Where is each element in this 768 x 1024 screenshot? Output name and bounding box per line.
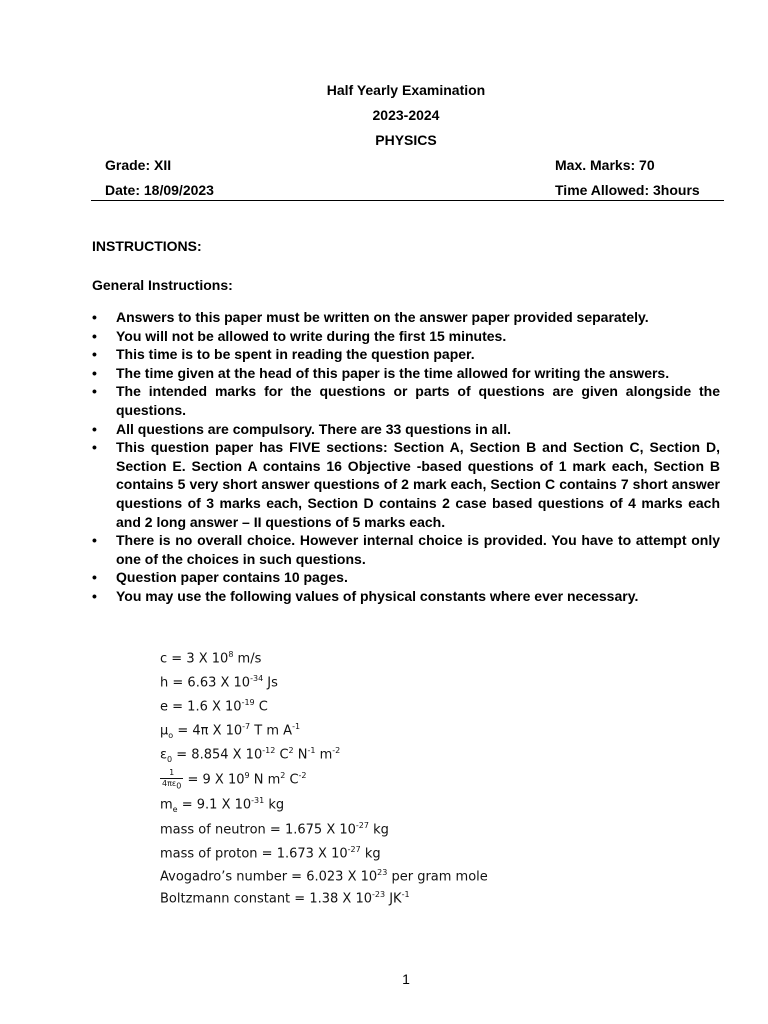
constant-electron-charge: e = 1.6 X $10^{-19}$ C [160, 698, 268, 715]
time-allowed-label: Time Allowed: 3hours [555, 182, 700, 198]
max-marks-label: Max. Marks: 70 [555, 157, 655, 173]
constant-permittivity: $\varepsilon_0 = 8.854$ X $10^{-12}$ $C^2$ $N^{-1}$ $m^{-2}$ [160, 746, 341, 764]
instruction-text: There is no overall choice. However internal choice is provided. You have to attempt only one of the choices in such questions. [116, 532, 720, 567]
constant-boltzmann: Boltzmann constant = 1.38 X $10^{-23}$ $JK^{-1}$ [160, 890, 410, 907]
bullet-icon: • [92, 346, 97, 363]
bullet-icon: • [92, 364, 97, 381]
constant-speed-of-light: c = 3 X $10^8$ m/s [160, 650, 262, 667]
list-item [92, 345, 720, 364]
exam-session: 2023-2024 [372, 107, 440, 123]
bullet-icon: • [92, 569, 97, 586]
instruction-text: The intended marks for the questions or parts of questions are given alongside the questions. [116, 383, 720, 418]
list-item [92, 568, 720, 587]
constant-avogadro: Avogadro’s number = 6.023 X $10^{23}$ per gram mole [160, 868, 488, 885]
subject-title: PHYSICS [375, 132, 437, 148]
list-item [92, 364, 720, 383]
bullet-icon: • [92, 383, 97, 400]
list-item [92, 327, 720, 346]
grade-label: Grade: XII [105, 157, 172, 173]
page-number: 1 [402, 971, 410, 987]
bullet-icon: • [92, 327, 97, 344]
list-item [92, 531, 720, 568]
instruction-text: Answers to this paper must be written on the answer paper provided separately. [116, 309, 649, 325]
bullet-icon: • [92, 532, 97, 549]
general-instructions-heading: General Instructions: [92, 277, 233, 293]
instruction-text: The time given at the head of this paper is the time allowed for writing the answers. [116, 364, 670, 381]
fraction: $\frac{1}{4\pi\varepsilon_0}$ [162, 768, 182, 791]
bullet-icon: • [92, 420, 97, 437]
list-item [92, 438, 720, 531]
instruction-text: You may use the following values of physical constants where ever necessary. [116, 587, 639, 604]
list-item [92, 382, 720, 419]
constant-neutron-mass: mass of neutron = 1.675 X $10^{-27}$ kg [160, 821, 389, 838]
instruction-text: All questions are compulsory. There are 33 questions in all. [116, 420, 511, 437]
instruction-text: You will not be allowed to write during the first 15 minutes. [116, 327, 507, 344]
constant-permeability: $\mu_o = 4\pi$ X $10^{-7}$ T m $A^{-1}$ [160, 722, 301, 740]
list-item [92, 308, 720, 327]
bullet-icon: • [92, 309, 97, 325]
exam-title: Half Yearly Examination [326, 82, 486, 98]
instruction-text: Question paper contains 10 pages. [116, 569, 348, 586]
instruction-text: This time is to be spent in reading the question paper. [116, 346, 475, 363]
date-label: Date: 18/09/2023 [105, 182, 214, 198]
header-divider [91, 200, 724, 201]
list-item [92, 420, 720, 439]
bullet-icon: • [92, 439, 97, 456]
constant-proton-mass: mass of proton = 1.673 X $10^{-27}$ kg [160, 845, 381, 862]
constant-electron-mass: $m_e = 9.1$ X $10^{-31}$ kg [160, 796, 285, 814]
constant-planck: h = 6.63 X $10^{-34}$ Js [160, 674, 278, 691]
bullet-icon: • [92, 587, 97, 604]
constant-coulomb: $\frac{1}{4\pi\varepsilon_0}$ = 9 X $10^9$ N $m^2$ $C^{-2}$ [162, 768, 307, 791]
instructions-list [92, 308, 720, 606]
instructions-heading: INSTRUCTIONS: [92, 238, 202, 254]
instruction-text: This question paper has FIVE sections: Section A, Section B and Section C, Section D, Section E. Section A contains 16 Objective -based questions of 1 mark each, Section B contains 5 very short answer questions of 2 mark each, Section C contains 7 short answer questions of 3 marks each, Section D contains 2 case based questions of 4 marks each and 2 long answer – II questions of 5 marks each. [116, 439, 720, 530]
list-item [92, 587, 720, 606]
